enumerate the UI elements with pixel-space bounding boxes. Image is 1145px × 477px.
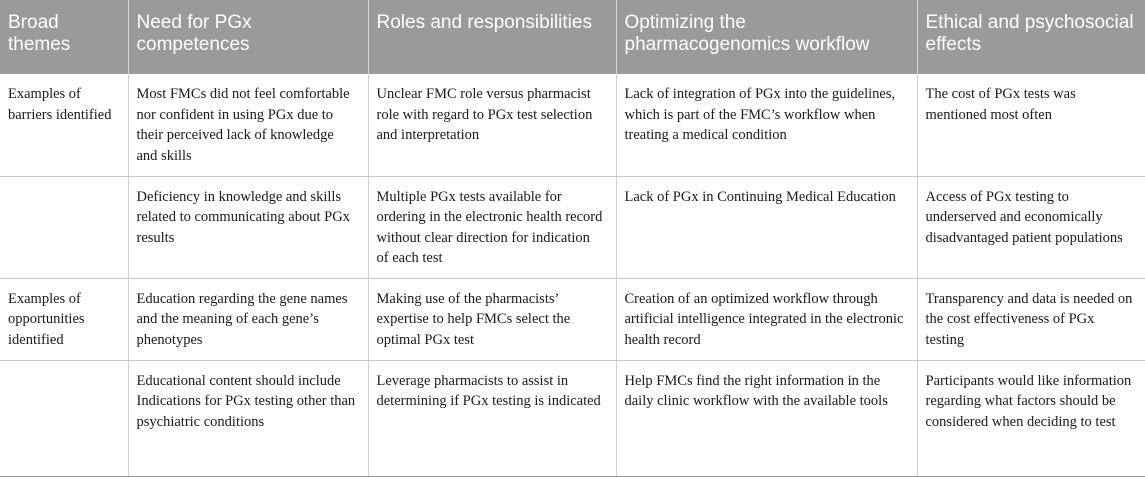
table-cell: Deficiency in knowledge and skills related to communicating about PGx results	[128, 176, 368, 278]
table-cell: Multiple PGx tests available for ordering in the electronic health record without clear direction for indication of each test	[368, 176, 616, 278]
table-cell: Help FMCs find the right information in the daily clinic workflow with the available tools	[616, 360, 917, 476]
table-cell: Participants would like information regarding what factors should be considered when deciding to test	[917, 360, 1145, 476]
table-cell: Most FMCs did not feel comfortable nor confident in using PGx due to their perceived lack of knowledge and skills	[128, 74, 368, 176]
table-cell: Unclear FMC role versus pharmacist role with regard to PGx test selection and interpretation	[368, 74, 616, 176]
table-cell: Transparency and data is needed on the cost effectiveness of PGx testing	[917, 278, 1145, 360]
table-cell: Educational content should include Indications for PGx testing other than psychiatric conditions	[128, 360, 368, 476]
table-row	[0, 360, 1145, 476]
table-row	[0, 176, 1145, 278]
row-label	[0, 176, 128, 278]
header-broad-themes: Broad themes	[0, 0, 128, 74]
table-cell: Creation of an optimized workflow through artificial intelligence integrated in the electronic health record	[616, 278, 917, 360]
table-body	[0, 74, 1145, 476]
table-header	[0, 0, 1145, 74]
header-roles-responsibilities: Roles and responsibilities	[368, 0, 616, 74]
table-cell: Lack of PGx in Continuing Medical Education	[616, 176, 917, 278]
header-pgx-competences: Need for PGx competences	[128, 0, 368, 74]
row-label	[0, 360, 128, 476]
header-optimizing-workflow: Optimizing the pharmacogenomics workflow	[616, 0, 917, 74]
row-label: Examples of opportunities identified	[0, 278, 128, 360]
table-cell: Lack of integration of PGx into the guidelines, which is part of the FMC’s workflow when treating a medical condition	[616, 74, 917, 176]
table-cell: The cost of PGx tests was mentioned most often	[917, 74, 1145, 176]
table-row	[0, 278, 1145, 360]
table-cell: Access of PGx testing to underserved and economically disadvantaged patient populations	[917, 176, 1145, 278]
table-row	[0, 74, 1145, 176]
header-ethical-effects: Ethical and psychosocial effects	[917, 0, 1145, 74]
table-cell: Leverage pharmacists to assist in determining if PGx testing is indicated	[368, 360, 616, 476]
table-cell: Education regarding the gene names and the meaning of each gene’s phenotypes	[128, 278, 368, 360]
row-label: Examples of barriers identified	[0, 74, 128, 176]
table-cell: Making use of the pharmacists’ expertise to help FMCs select the optimal PGx test	[368, 278, 616, 360]
header-row	[0, 0, 1145, 74]
